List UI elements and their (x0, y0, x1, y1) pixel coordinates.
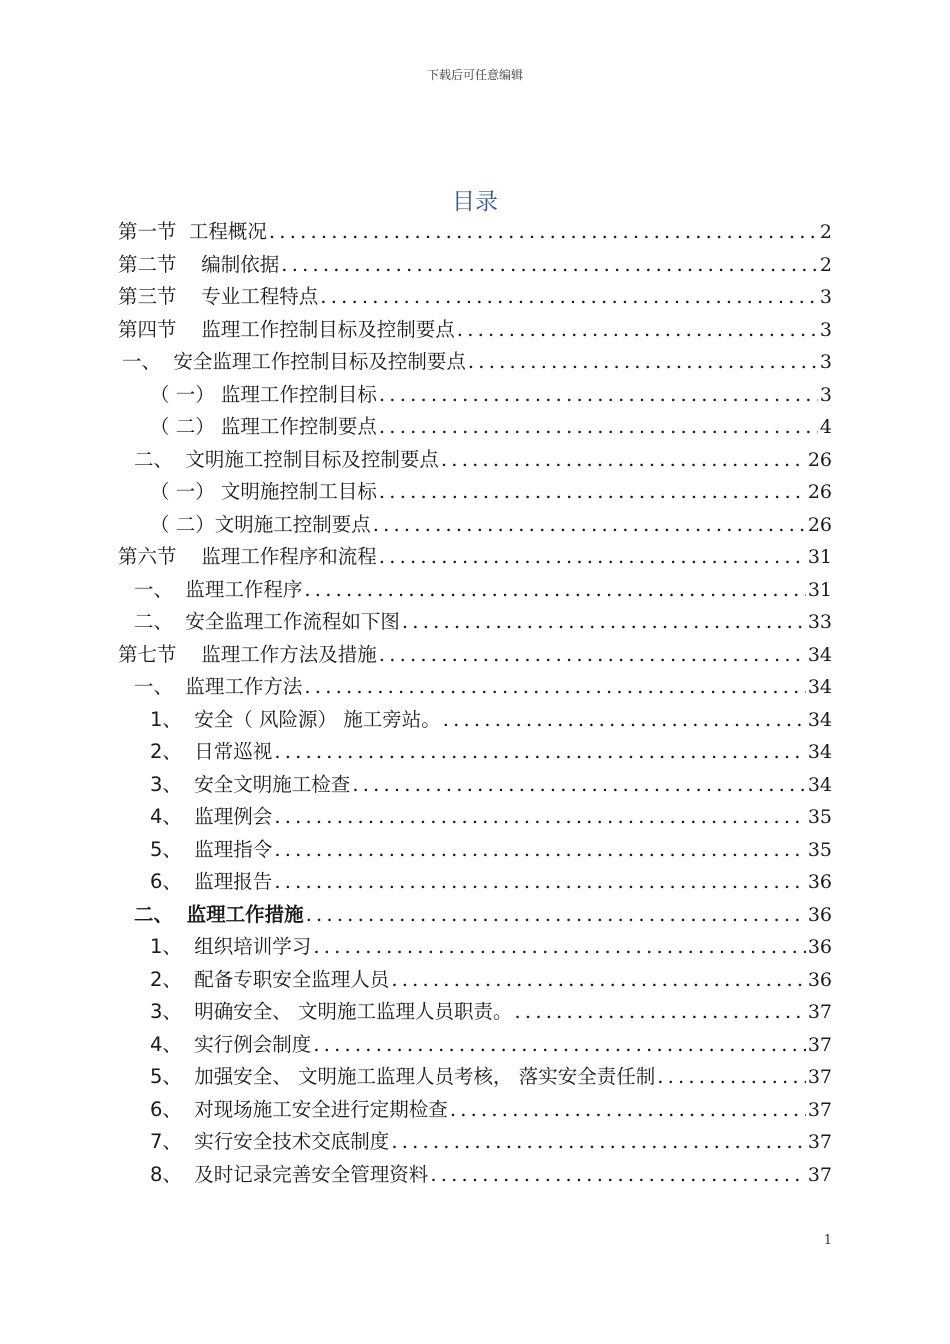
toc-entry[interactable] (118, 314, 832, 346)
dot-leader (377, 411, 818, 443)
dot-leader (455, 314, 818, 346)
dot-leader (272, 834, 806, 866)
toc-entry-label: 5、 加强安全、 文明施工监理人员考核， 落实安全责任制 (150, 1065, 656, 1088)
toc-entry-label: 6、 对现场施工安全进行定期检查 (150, 1097, 448, 1121)
dot-leader (441, 704, 806, 736)
toc-entry-label: 7、 实行安全技术交底制度 (150, 1130, 390, 1153)
dot-leader (318, 281, 818, 313)
toc-entry[interactable] (118, 216, 832, 248)
toc-entry[interactable] (118, 639, 832, 671)
toc-entry-label: 一、 安全监理工作控制目标及控制要点 (122, 350, 466, 373)
toc-entry-label: （ 二） 监理工作控制要点 (150, 415, 377, 438)
dot-leader (272, 736, 806, 768)
toc-entry-label: 第四节 监理工作控制目标及控制要点 (118, 317, 455, 341)
toc-entry[interactable] (150, 1126, 832, 1158)
dot-leader (311, 1029, 806, 1061)
header-note: 下载后可任意编辑 (426, 68, 523, 82)
toc-entry[interactable] (134, 574, 832, 606)
dot-leader (448, 1094, 806, 1126)
toc-entry[interactable] (118, 541, 832, 573)
toc-entry[interactable] (150, 866, 832, 898)
toc-entry-page: 36 (807, 903, 832, 926)
toc-entry[interactable] (150, 1061, 832, 1093)
toc-entry-page: 26 (807, 481, 832, 503)
toc-entry[interactable] (150, 834, 832, 866)
toc-entry-label: 第二节 编制依据 (118, 252, 280, 276)
toc-entry-page: 4 (819, 416, 832, 438)
toc-entry-page: 37 (807, 1131, 832, 1153)
toc-entry[interactable] (150, 1159, 832, 1191)
toc-entry[interactable] (134, 606, 832, 638)
dot-leader (377, 639, 806, 671)
toc-entry[interactable] (134, 444, 832, 476)
toc-entry-page: 34 (807, 643, 832, 666)
toc-entry-label: 2、 配备专职安全监理人员 (150, 967, 390, 991)
dot-leader (655, 1061, 806, 1093)
toc-entry-label: 4、 实行例会制度 (150, 1032, 312, 1056)
dot-leader (279, 249, 818, 281)
toc-entry[interactable] (134, 899, 832, 931)
toc-entry-label: 4、 监理例会 (150, 805, 273, 828)
toc-entry-page: 35 (807, 806, 832, 828)
toc-entry-page: 37 (807, 1098, 832, 1121)
toc-entry-page: 26 (807, 448, 832, 471)
toc-entry-label: 5、 监理指令 (150, 837, 273, 861)
toc-entry-page: 3 (819, 286, 832, 308)
dot-leader (428, 1159, 806, 1191)
toc-entry-page: 34 (807, 773, 832, 796)
toc-entry-label: 2、 日常巡视 (150, 740, 273, 763)
toc-entry-label: 6、 监理报告 (150, 870, 273, 893)
toc-entry[interactable] (118, 249, 832, 281)
toc-entry[interactable] (150, 476, 832, 508)
toc-entry[interactable] (150, 996, 832, 1028)
toc-entry[interactable] (150, 509, 832, 541)
toc-entry[interactable] (150, 704, 832, 736)
toc-entry[interactable] (150, 964, 832, 996)
toc-entry-page: 37 (807, 1066, 832, 1088)
toc-entry-label: 1、 组织培训学习 (150, 935, 312, 958)
toc-entry-label: 第六节 监理工作程序和流程 (118, 545, 377, 568)
dot-leader (466, 346, 818, 378)
toc-entry[interactable] (150, 1029, 832, 1061)
toc-entry-label: 二、 监理工作措施 (134, 902, 304, 926)
dot-leader (439, 444, 806, 476)
toc-entry[interactable] (150, 736, 832, 768)
toc-entry[interactable] (150, 931, 832, 963)
toc-entry-page: 37 (807, 1001, 832, 1023)
dot-leader (272, 866, 806, 898)
toc-entry-label: 一、 监理工作程序 (134, 577, 303, 601)
toc-entry-label: （ 一） 监理工作控制目标 (150, 382, 377, 406)
toc-title: 目录 (452, 189, 498, 215)
dot-leader (513, 996, 806, 1028)
toc-entry[interactable] (118, 281, 832, 313)
toc-entry[interactable] (150, 801, 832, 833)
toc-entry[interactable] (122, 346, 832, 378)
dot-leader (377, 476, 806, 508)
toc-entry-label: 第三节 专业工程特点 (118, 285, 319, 308)
toc-entry-label: 二、 文明施工控制目标及控制要点 (134, 447, 439, 471)
toc-entry-page: 3 (819, 383, 832, 406)
toc-entry-page: 31 (807, 578, 832, 601)
toc-entry-page: 3 (819, 318, 832, 341)
toc-entry-label: 第一节 工程概况 (118, 220, 267, 243)
dot-leader (311, 931, 806, 963)
toc-entry-label: 1、 安全（ 风险源） 施工旁站。 (150, 707, 441, 731)
toc-entry-page: 36 (807, 936, 832, 958)
toc-entry-label: （ 二）文明施工控制要点 (150, 512, 371, 536)
toc-entry[interactable] (134, 671, 832, 703)
dot-leader (377, 541, 806, 573)
toc-entry-label: 二、 安全监理工作流程如下图 (134, 610, 400, 633)
dot-leader (302, 574, 805, 606)
toc-entry-label: 第七节 监理工作方法及措施 (118, 642, 377, 666)
toc-entry-page: 34 (807, 708, 832, 731)
toc-entry-label: （ 一） 文明施控制工目标 (150, 480, 377, 503)
toc-entry-page: 36 (807, 871, 832, 893)
toc-entry[interactable] (150, 411, 832, 443)
dot-leader (272, 801, 806, 833)
dot-leader (400, 606, 806, 638)
toc-entry-label: 3、 明确安全、 文明施工监理人员职责。 (150, 1000, 513, 1023)
dot-leader (267, 216, 818, 248)
toc-entry-page: 34 (807, 676, 832, 698)
toc-entry-page: 31 (807, 546, 832, 568)
dot-leader (377, 379, 818, 411)
toc-entry-page: 35 (807, 838, 832, 861)
dot-leader (389, 1126, 806, 1158)
dot-leader (304, 899, 806, 931)
toc-entry-page: 3 (819, 351, 832, 373)
toc-entry-page: 2 (819, 221, 832, 243)
dot-leader (350, 769, 806, 801)
toc-entry-page: 33 (807, 611, 832, 633)
toc-entry[interactable] (150, 769, 832, 801)
toc-entry-page: 37 (807, 1163, 832, 1186)
toc-entry-page: 26 (807, 513, 832, 536)
toc-entry[interactable] (150, 1094, 832, 1126)
toc-entry-label: 一、 监理工作方法 (134, 675, 303, 698)
toc-entry-page: 36 (807, 968, 832, 991)
dot-leader (389, 964, 806, 996)
toc-entry-page: 37 (807, 1033, 832, 1056)
toc-entry-label: 3、 安全文明施工检查 (150, 772, 351, 796)
dot-leader (371, 509, 806, 541)
toc-entry-page: 34 (807, 741, 832, 763)
toc-entry-page: 2 (819, 253, 832, 276)
toc-entry-label: 8、 及时记录完善安全管理资料 (150, 1162, 429, 1186)
page-number: 1 (823, 1233, 832, 1248)
toc-entry[interactable] (150, 379, 832, 411)
dot-leader (302, 671, 805, 703)
